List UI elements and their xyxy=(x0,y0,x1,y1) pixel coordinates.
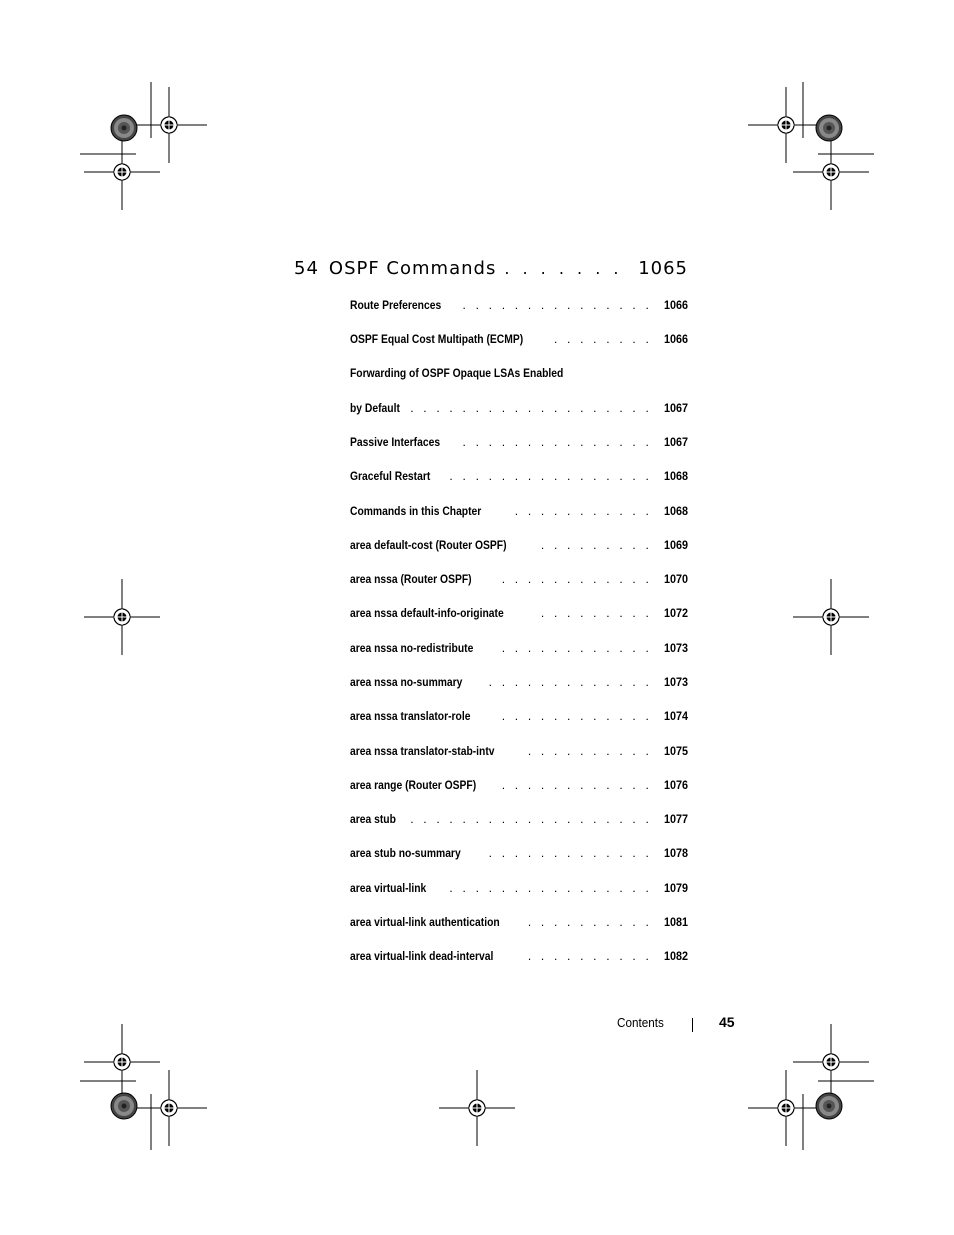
toc-entry[interactable] xyxy=(350,401,688,421)
toc-entry[interactable] xyxy=(350,641,688,661)
dot-leader xyxy=(481,846,652,860)
bottom-right-registration-mark xyxy=(748,1024,874,1150)
dot-leader xyxy=(519,949,652,963)
toc-entry-title: area nssa translator-role xyxy=(350,709,471,723)
toc-entry[interactable] xyxy=(350,778,688,798)
toc-entry[interactable] xyxy=(350,675,688,695)
footer-separator xyxy=(692,1018,693,1032)
toc-entry-page: 1072 xyxy=(663,606,688,620)
dot-leader xyxy=(493,572,652,586)
toc-entry[interactable] xyxy=(350,812,688,832)
toc-entry[interactable] xyxy=(350,881,688,901)
dot-leader xyxy=(495,641,652,655)
top-right-registration-mark xyxy=(748,82,874,210)
toc-entry-page: 1073 xyxy=(663,641,688,655)
chapter-title: OSPF Commands xyxy=(328,258,497,279)
dot-leader xyxy=(492,709,652,723)
toc-entry-page: 1068 xyxy=(663,469,688,483)
dot-leader xyxy=(410,401,652,415)
toc-entry-page: 1067 xyxy=(663,435,688,449)
toc-entry-page: 1079 xyxy=(663,881,688,895)
bottom-left-registration-mark xyxy=(80,1024,207,1150)
toc-entry[interactable] xyxy=(350,504,688,524)
toc-entry-page: 1076 xyxy=(663,778,688,792)
toc-entry-title: area nssa translator-stab-intv xyxy=(350,744,495,758)
toc-entry-title: area range (Router OSPF) xyxy=(350,778,477,792)
toc-entry-title: Graceful Restart xyxy=(350,469,431,483)
toc-entry-title: area virtual-link dead-interval xyxy=(350,949,494,963)
toc-entry-page: 1081 xyxy=(663,915,688,929)
toc-entry[interactable] xyxy=(350,469,688,489)
bottom-center-registration-mark xyxy=(439,1070,515,1146)
dot-leader xyxy=(520,744,652,758)
dot-leader xyxy=(553,332,652,346)
dot-leader xyxy=(531,606,652,620)
toc-entry-page: 1077 xyxy=(663,812,688,826)
footer-page-number: 45 xyxy=(719,1014,735,1030)
dot-leader xyxy=(441,881,652,895)
dot-leader xyxy=(505,504,652,518)
dot-leader xyxy=(458,298,652,312)
toc-entry-title: area default-cost (Router OSPF) xyxy=(350,538,507,552)
toc-entry-title: Commands in this Chapter xyxy=(350,504,482,518)
toc-entry-page: 1078 xyxy=(663,846,688,860)
toc-entry-page: 1067 xyxy=(663,401,688,415)
toc-entry-page: 1070 xyxy=(663,572,688,586)
toc-entry-title: area virtual-link authentication xyxy=(350,915,500,929)
toc-entry[interactable] xyxy=(350,366,688,386)
toc-entry-page: 1069 xyxy=(663,538,688,552)
toc-entry[interactable] xyxy=(350,744,688,764)
toc-entry-title: Forwarding of OSPF Opaque LSAs Enabled xyxy=(350,366,564,380)
top-left-registration-mark xyxy=(80,82,207,210)
toc-entry-page: 1073 xyxy=(663,675,688,689)
chapter-page: 1065 xyxy=(638,258,688,279)
toc-entry-page: 1066 xyxy=(663,298,688,312)
mid-right-registration-mark xyxy=(793,579,869,655)
toc-entry-page: 1075 xyxy=(663,744,688,758)
toc-entry-title: by Default xyxy=(350,401,400,415)
dot-leader xyxy=(483,675,652,689)
toc-entry[interactable] xyxy=(350,709,688,729)
dot-leader xyxy=(526,915,652,929)
dot-leader xyxy=(504,259,628,278)
dot-leader xyxy=(445,469,652,483)
footer-label: Contents xyxy=(617,1015,664,1030)
toc-entry[interactable] xyxy=(350,298,688,318)
toc-entry-page: 1082 xyxy=(663,949,688,963)
toc-entry-page: 1066 xyxy=(663,332,688,346)
chapter-number: 54 xyxy=(294,258,319,279)
mid-left-registration-mark xyxy=(84,579,160,655)
chapter-heading[interactable] xyxy=(294,258,688,282)
toc-entry[interactable] xyxy=(350,538,688,558)
dot-leader xyxy=(499,778,652,792)
toc-entry[interactable] xyxy=(350,846,688,866)
toc-entry-title: area nssa default-info-originate xyxy=(350,606,504,620)
toc-entry-title: area nssa no-redistribute xyxy=(350,641,474,655)
toc-entry[interactable] xyxy=(350,606,688,626)
toc-entry-title: area nssa (Router OSPF) xyxy=(350,572,472,586)
toc-entry-title: Passive Interfaces xyxy=(350,435,441,449)
dot-leader xyxy=(534,538,652,552)
toc-entry-page: 1074 xyxy=(663,709,688,723)
toc-entry-title: area stub no-summary xyxy=(350,846,461,860)
toc-entry-title: area virtual-link xyxy=(350,881,427,895)
dot-leader xyxy=(457,435,652,449)
toc-entry[interactable] xyxy=(350,435,688,455)
toc-entry-title: Route Preferences xyxy=(350,298,442,312)
toc-entry-page: 1068 xyxy=(663,504,688,518)
toc-entry-title: OSPF Equal Cost Multipath (ECMP) xyxy=(350,332,524,346)
dot-leader xyxy=(405,812,652,826)
toc-entry-title: area stub xyxy=(350,812,396,826)
toc-entry[interactable] xyxy=(350,332,688,352)
toc-entry-title: area nssa no-summary xyxy=(350,675,463,689)
toc-entry[interactable] xyxy=(350,572,688,592)
toc-entry[interactable] xyxy=(350,949,688,969)
toc-entry[interactable] xyxy=(350,915,688,935)
